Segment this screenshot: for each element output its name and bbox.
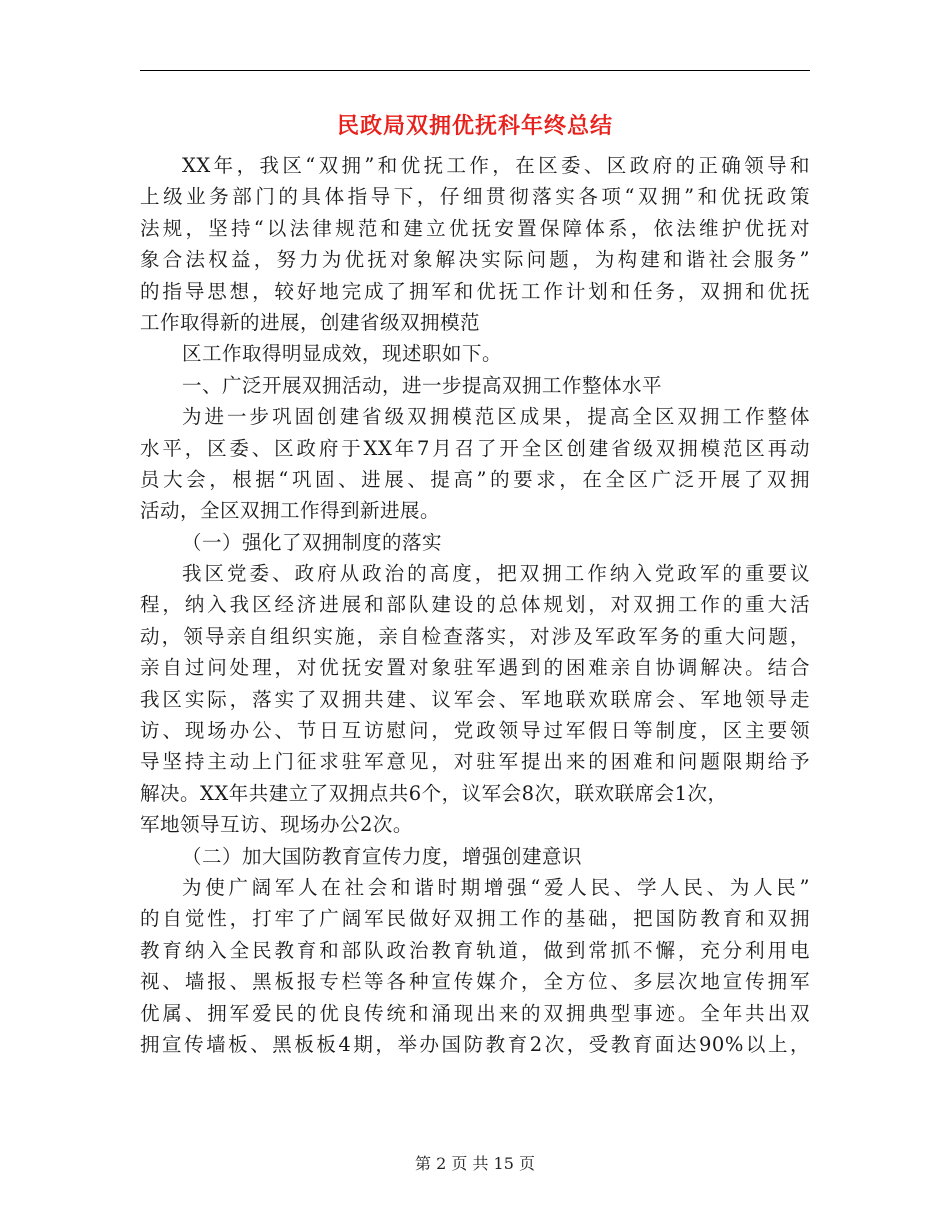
text-line: 视、墙报、黑板报专栏等各种宣传媒介，全方位、多层次地宣传拥军 (140, 970, 810, 994)
text-line: 象合法权益，努力为优抚对象解决实际问题，为构建和谐社会服务” (140, 248, 810, 272)
text-line: 我区实际，落实了双拥共建、议军会、军地联欢联席会、军地领导走 (140, 687, 810, 711)
text-line: （一）强化了双拥制度的落实 (182, 530, 443, 554)
page-number: 第 2 页 共 15 页 (415, 1154, 535, 1173)
text-line: 活动，全区双拥工作得到新进展。 (140, 499, 441, 523)
text-line: 导坚持主动上门征求驻军意见，对驻军提出来的困难和问题限期给予 (140, 750, 810, 774)
text-line: XX年，我区“双拥”和优抚工作，在区委、区政府的正确领导和 (182, 154, 810, 177)
text-line: 工作取得新的进展，创建省级双拥模范 (140, 310, 481, 334)
text-line: 军地领导互访、现场办公2次。 (140, 813, 413, 837)
text-line: 的指导思想，较好地完成了拥军和优抚工作计划和任务，双拥和优抚 (140, 279, 810, 303)
document-title: 民政局双拥优抚科年终总结 (336, 113, 613, 139)
text-line: 水平，区委、区政府于XX年7月召了开全区创建省级双拥模范区再动 (140, 436, 810, 460)
text-line: 为使广阔军人在社会和谐时期增强“爱人民、学人民、为人民” (182, 875, 810, 899)
text-line: 教育纳入全民教育和部队政治教育轨道，做到常抓不懈，充分利用电 (140, 938, 810, 962)
text-line: 为进一步巩固创建省级双拥模范区成果，提高全区双拥工作整体 (182, 405, 810, 429)
text-line: 程，纳入我区经济进展和部队建设的总体规划，对双拥工作的重大活 (140, 593, 810, 617)
text-line: 亲自过问处理，对优抚安置对象驻军遇到的困难亲自协调解决。结合 (140, 656, 810, 680)
text-line: 区工作取得明显成效，现述职如下。 (182, 342, 503, 366)
text-line: 动，领导亲自组织实施，亲自检查落实，对涉及军政军务的重大问题， (140, 624, 810, 648)
header-rule (140, 70, 810, 71)
text-line: 拥宣传墙板、黑板板4期，举办国防教育2次，受教育面达90%以上， (140, 1032, 810, 1056)
text-line: 一、广泛开展双拥活动，进一步提高双拥工作整体水平 (182, 373, 663, 397)
text-line: （二）加大国防教育宣传力度，增强创建意识 (182, 844, 583, 868)
text-line: 我区党委、政府从政治的高度，把双拥工作纳入党政军的重要议 (182, 562, 810, 586)
document-body (140, 150, 810, 1060)
text-line: 解决。XX年共建立了双拥点共6个，议军会8次，联欢联席会1次， (140, 781, 728, 805)
text-line: 的自觉性，打牢了广阔军民做好双拥工作的基础，把国防教育和双拥 (140, 907, 810, 931)
text-line: 法规，坚持“以法律规范和建立优抚安置保障体系，依法维护优抚对 (140, 216, 810, 240)
text-line: 访、现场办公、节日互访慰问，党政领导过军假日等制度，区主要领 (140, 719, 810, 743)
text-line: 员大会，根据“巩固、进展、提高”的要求，在全区广泛开展了双拥 (140, 467, 810, 491)
text-line: 优属、拥军爱民的优良传统和涌现出来的双拥典型事迹。全年共出双 (140, 1001, 810, 1025)
text-line: 上级业务部门的具体指导下，仔细贯彻落实各项“双拥”和优抚政策 (140, 185, 810, 209)
